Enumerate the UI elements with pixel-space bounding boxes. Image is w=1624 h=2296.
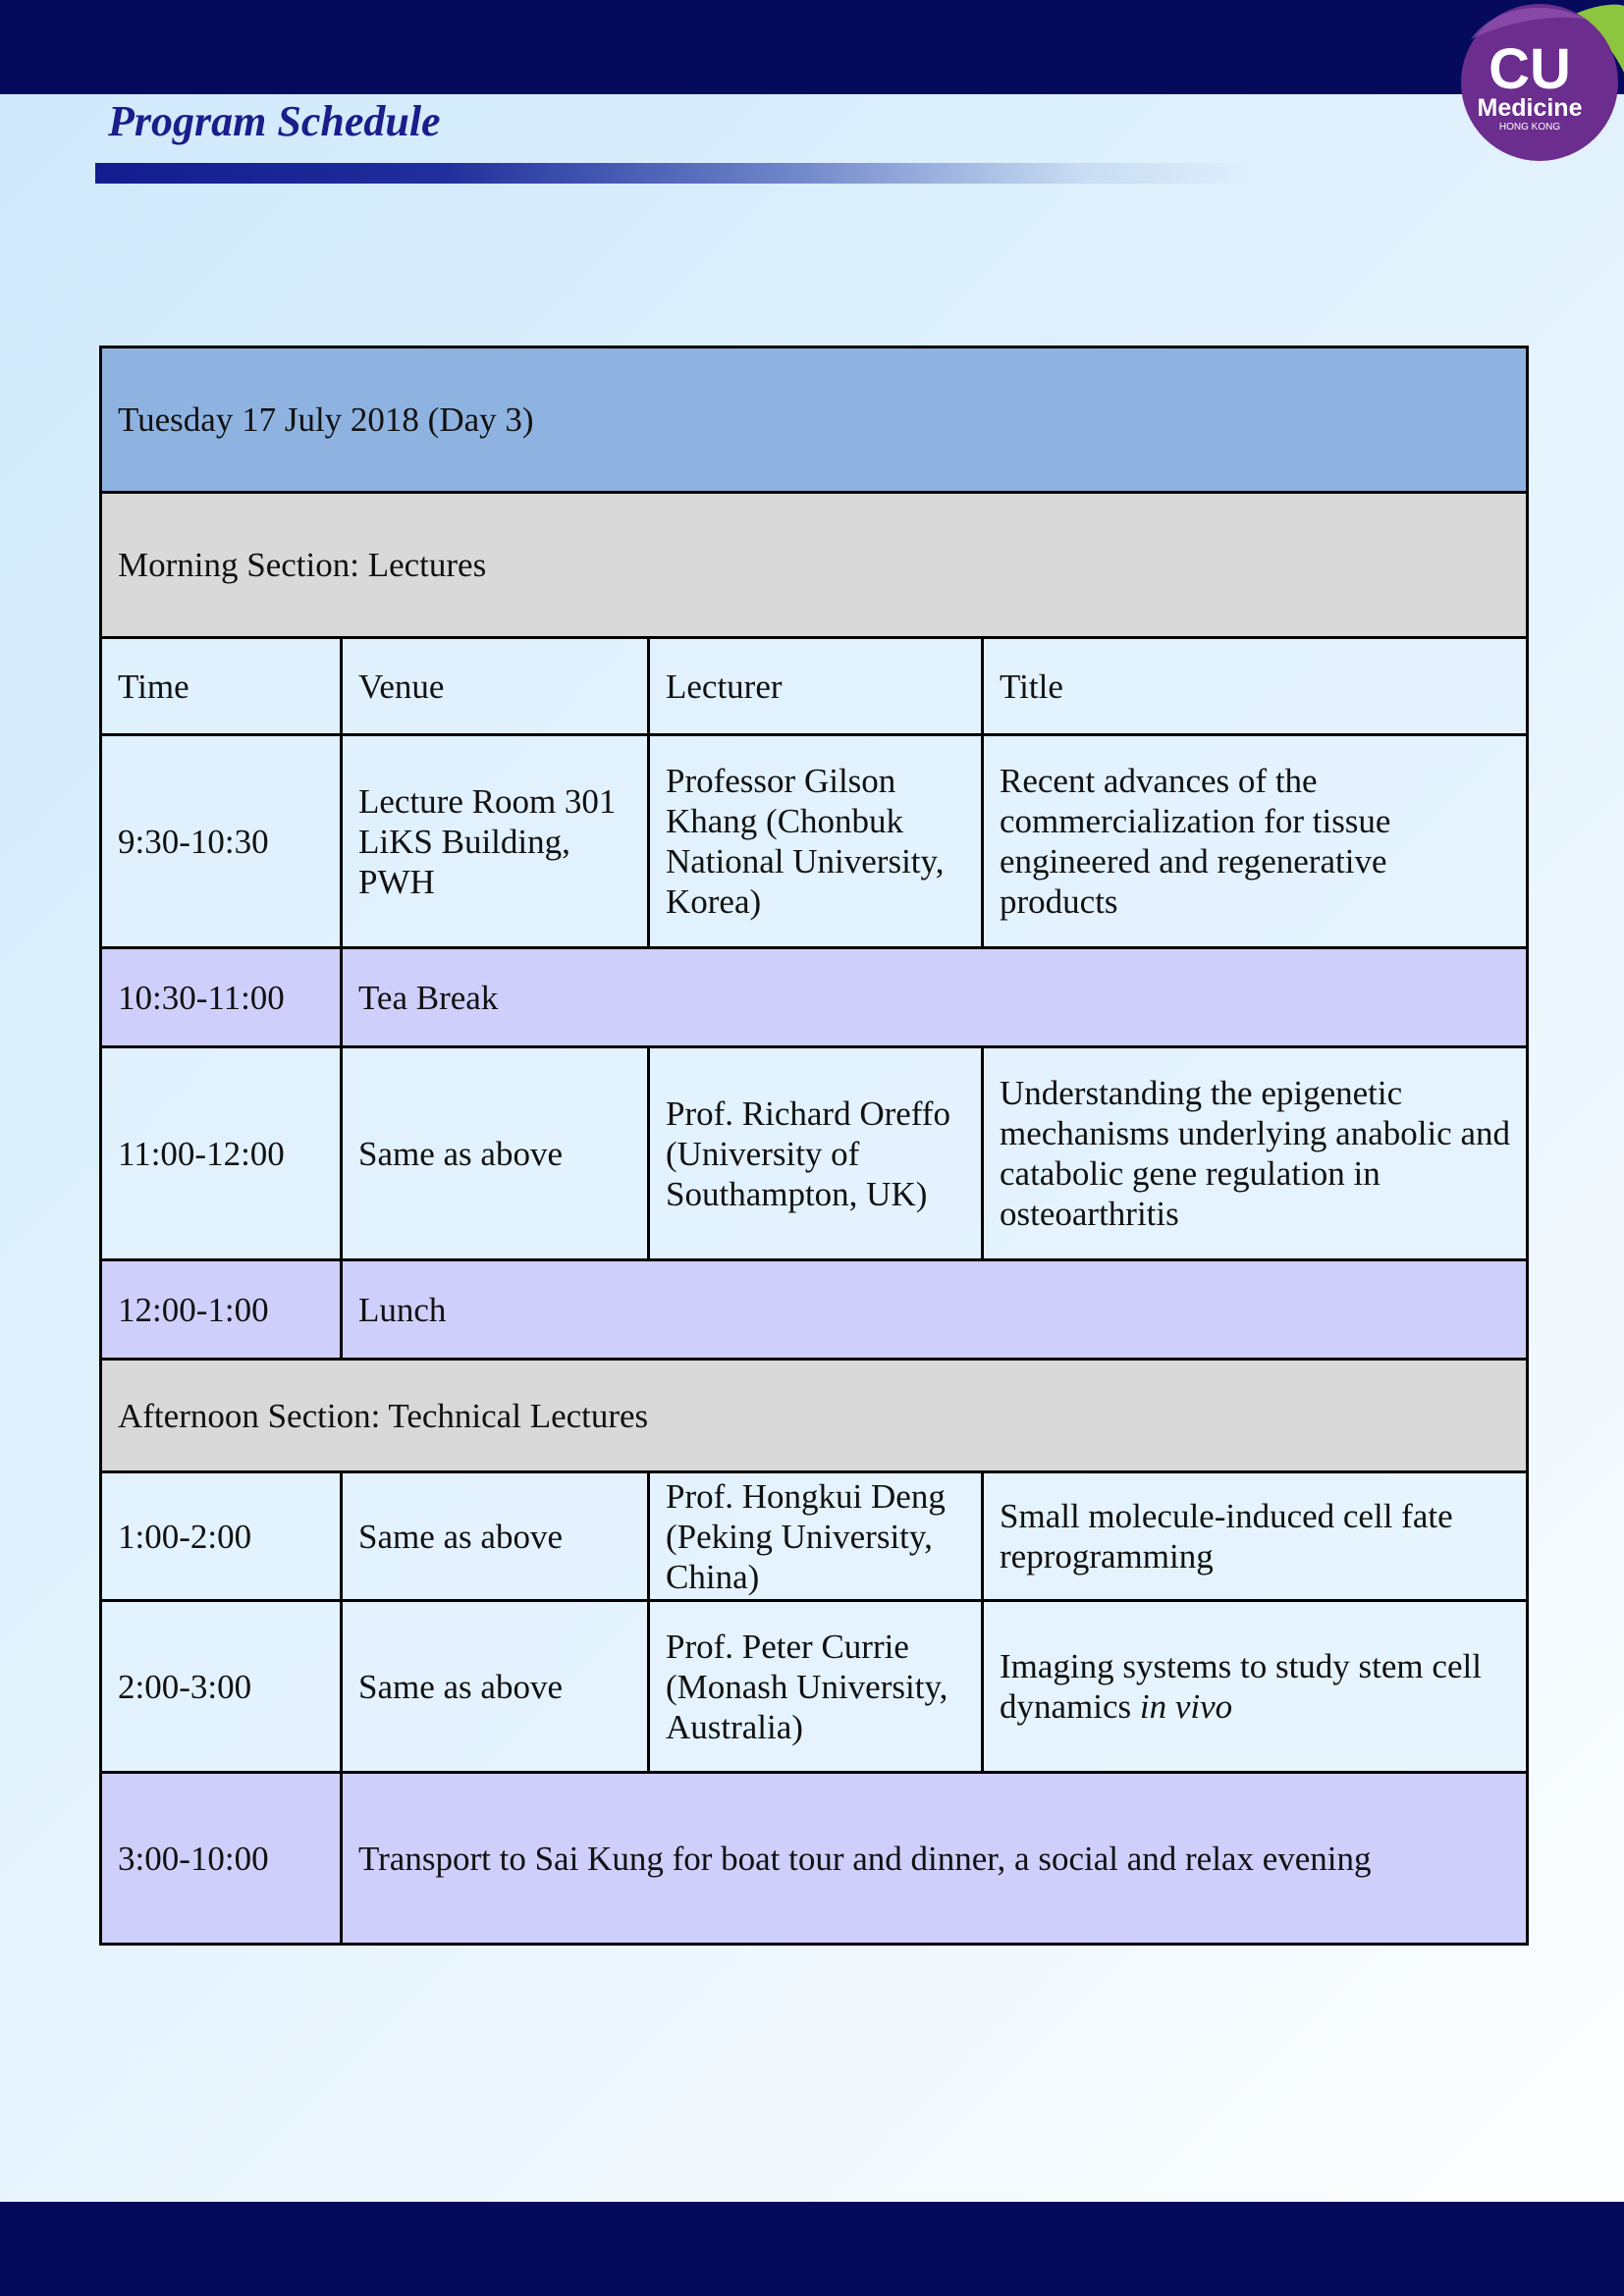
row-lecturer: Prof. Richard Oreffo (University of Southampton, UK) [649,1047,983,1260]
table-row-break [101,1773,1528,1945]
cu-medicine-logo [1451,0,1624,167]
schedule-table [99,346,1529,1946]
page-title: Program Schedule [108,97,441,145]
table-row [101,1047,1528,1260]
row-title: Small molecule-induced cell fate reprogramming [983,1472,1528,1601]
row-time: 12:00-1:00 [101,1260,342,1360]
row-title [983,1601,1528,1773]
column-header-title: Title [983,638,1528,735]
table-row [101,735,1528,948]
row-venue: Same as above [342,1047,649,1260]
row-venue: Same as above [342,1472,649,1601]
bottom-banner [0,2202,1624,2296]
logo-text-hongkong: HONG KONG [1498,122,1561,133]
row-time: 1:00-2:00 [101,1472,342,1601]
row-title-italic: in vivo [1139,1687,1233,1726]
row-time: 11:00-12:00 [101,1047,342,1260]
row-time: 3:00-10:00 [101,1773,342,1945]
row-time: 2:00-3:00 [101,1601,342,1773]
table-row-break [101,1260,1528,1360]
row-venue: Same as above [342,1601,649,1773]
morning-section-heading: Morning Section: Lectures [101,493,1528,638]
row-title: Recent advances of the commercialization for tissue engineered and regenerative products [983,735,1528,948]
row-lecturer: Prof. Peter Currie (Monash University, Australia) [649,1601,983,1773]
title-underline-bar [95,163,1254,184]
row-time: 10:30-11:00 [101,948,342,1047]
column-header-lecturer: Lecturer [649,638,983,735]
logo-text-medicine: Medicine [1477,94,1583,122]
afternoon-section-heading: Afternoon Section: Technical Lectures [101,1360,1528,1472]
row-activity: Lunch [342,1260,1528,1360]
row-lecturer: Prof. Hongkui Deng (Peking University, China) [649,1472,983,1601]
row-lecturer: Professor Gilson Khang (Chonbuk National University, Korea) [649,735,983,948]
table-row-break [101,948,1528,1047]
column-header-time: Time [101,638,342,735]
row-time: 9:30-10:30 [101,735,342,948]
row-title-text: Imaging systems to study stem cell dynamics [1000,1647,1482,1726]
row-activity: Tea Break [342,948,1528,1047]
column-header-venue: Venue [342,638,649,735]
top-banner [0,0,1624,94]
row-venue: Lecture Room 301 LiKS Building, PWH [342,735,649,948]
table-row [101,1472,1528,1601]
row-activity: Transport to Sai Kung for boat tour and dinner, a social and relax evening [342,1773,1528,1945]
table-row [101,1601,1528,1773]
day-heading: Tuesday 17 July 2018 (Day 3) [101,347,1528,493]
logo-text-cu: CU [1489,37,1571,101]
row-title: Understanding the epigenetic mechanisms underlying anabolic and catabolic gene regulation in osteoarthritis [983,1047,1528,1260]
